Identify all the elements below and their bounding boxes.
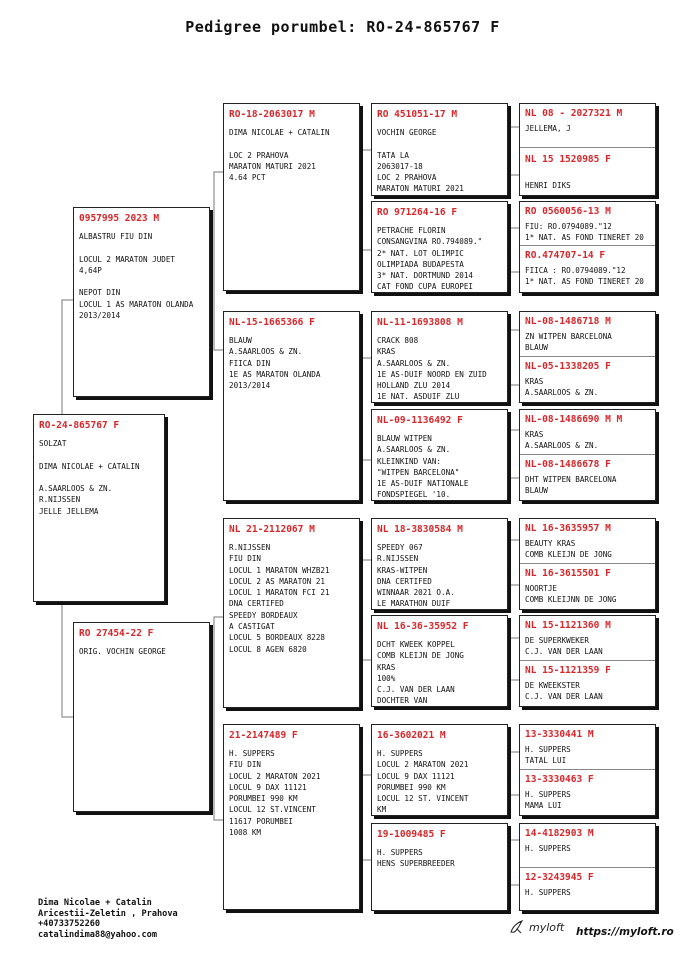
gggp-ring: NL-08-1486678 F [525,459,611,470]
grandparent-line: A CASTIGAT [229,622,275,632]
great-grandparent-line: HOLLAND ZLU 2014 [377,381,451,391]
gggp-line [525,169,650,180]
gggp-line: DE SUPERKWEKER [525,636,590,645]
great-grandparent-line: 100% [377,673,396,683]
gggp-line: MAMA LUI [525,801,562,811]
gggp-line: FIU: RO.0794089."12 [525,222,612,231]
grandparent-card[interactable] [223,724,360,910]
subject-ring: RO-24-865767 F [39,420,120,431]
great-grandparent-line: TATA LA [377,150,410,160]
gggp-pair-card[interactable] [519,311,656,403]
logo-text: myloft [529,920,565,934]
dam-ring: RO 27454-22 F [79,628,154,639]
gggp-entry[interactable] [520,357,655,403]
gggp-pair-card[interactable] [519,518,656,610]
great-grandparent-line: C.J. VAN DER LAAN [377,685,455,695]
page-title: Pedigree porumbel: RO-24-865767 F [185,18,500,36]
owner-phone: +40733752260 [38,919,101,930]
gggp-line: H. SUPPERS [525,790,571,799]
gggp-line: COMB KLEIJN DE JONG [525,550,612,560]
gggp-ring: NL-08-1486718 M [525,316,611,327]
owner-location: Aricestii-Zeletin , Prahova [38,908,178,919]
gggp-entry[interactable] [520,104,655,134]
gggp-line: C.J. VAN DER LAAN [525,647,603,657]
gggp-entry[interactable] [520,455,655,501]
grandparent-card[interactable] [223,311,360,501]
great-grandparent-line: COMB KLEIJN DE JONG [377,651,464,661]
owner-contact [38,898,178,940]
gggp-entry[interactable] [520,410,655,453]
gggp-entry[interactable] [520,868,655,898]
gggp-ring: 13-3330463 F [525,774,594,785]
gggp-line: FIICA : RO.0794089."12 [525,266,626,275]
great-grandparent-ring: RO 971264-16 F [377,207,458,218]
grandparent-line: LOCUL 1 MARATON FCI 21 [229,588,330,598]
great-grandparent-line: H. SUPPERS [377,749,423,758]
sire-line [79,276,204,287]
great-grandparent-line: H. SUPPERS [377,848,423,857]
great-grandparent-line: 2063017-18 [377,161,423,171]
grandparent-line: R.NIJSSEN [229,543,271,552]
grandparent-line: BLAUW [229,336,252,345]
grandparent-ring: 21-2147489 F [229,730,298,741]
great-grandparent-line: LOCUL 2 MARATON 2021 [377,760,469,770]
gggp-entry[interactable] [520,616,655,659]
great-grandparent-card[interactable] [371,311,508,403]
grandparent-line: LOCUL 1 MARATON WHZB21 [229,565,330,575]
great-grandparent-card[interactable] [371,518,508,610]
sire-line: 4,64P [79,265,102,275]
great-grandparent-line: HENS SUPERBREEDER [377,859,455,869]
gggp-ring: 12-3243945 F [525,872,594,883]
subject-line: JELLE JELLEMA [39,506,99,516]
grandparent-line [229,138,354,149]
great-grandparent-card[interactable] [371,103,508,196]
dam-card[interactable] [73,622,210,812]
great-grandparent-line: PETRACHE FLORIN [377,226,446,235]
gggp-pair-card[interactable] [519,103,656,196]
grandparent-line: LOC 2 PRAHOVA [229,150,289,160]
gggp-line: H. SUPPERS [525,888,571,897]
great-grandparent-line: LE MARATHON DUIF [377,599,451,609]
gggp-ring: NL 15-1121359 F [525,665,611,676]
gggp-line: BEAUTY KRAS [525,539,576,548]
great-grandparent-card[interactable] [371,823,508,911]
gggp-entry[interactable] [520,770,655,816]
great-grandparent-line: LOC 2 PRAHOVA [377,173,437,183]
grandparent-card[interactable] [223,103,360,291]
gggp-entry[interactable] [520,150,655,192]
great-grandparent-ring: 16-3602021 M [377,730,446,741]
gggp-line: TATAL LUI [525,756,567,766]
subject-line: SOLZAT [39,439,67,448]
great-grandparent-ring: RO 451051-17 M [377,109,458,120]
grandparent-line: FIU DIN [229,554,262,564]
gggp-ring: RO.474707-14 F [525,250,606,261]
gggp-line: 1* NAT. AS FOND TINERET 20 [525,233,644,243]
gggp-entry[interactable] [520,519,655,562]
gggp-line: DE KWEEKSTER [525,681,580,690]
grandparent-ring: RO-18-2063017 M [229,109,315,120]
gggp-line: KRAS [525,377,544,386]
great-grandparent-line: DNA CERTIFED [377,576,432,586]
grandparent-line: LOCUL 5 BORDEAUX 8228 [229,633,326,643]
grandparent-line: LOCUL 12 ST.VINCENT [229,805,316,815]
gggp-entry[interactable] [520,312,655,355]
gggp-ring: NL-05-1338205 F [525,361,611,372]
grandparent-line: DIMA NICOLAE + CATALIN [229,128,330,137]
great-grandparent-card[interactable] [371,615,508,707]
great-grandparent-line: OLIMPIADA BUDAPESTA [377,259,464,269]
gggp-ring: NL-08-1486690 M M [525,414,623,425]
subject-line: R.NIJSSEN [39,495,81,505]
great-grandparent-line [377,138,502,149]
great-grandparent-line: A.SAARLOOS & ZN. [377,358,451,368]
gggp-pair-card[interactable] [519,409,656,501]
great-grandparent-ring: 19-1009485 F [377,829,446,840]
grandparent-line: DNA CERTIFED [229,599,284,609]
gggp-ring: NL 16-3635957 M [525,523,611,534]
great-grandparent-line: MARATON MATURI 2021 [377,184,464,194]
grandparent-line: LOCUL 9 DAX 11121 [229,782,307,792]
gggp-entry[interactable] [520,202,655,245]
gggp-line: BLAUW [525,343,548,353]
pigeon-icon [508,918,526,936]
gggp-line: JELLEMA, J [525,124,571,133]
great-grandparent-line: R.NIJSSEN [377,554,419,564]
grandparent-line: LOCUL 8 AGEN 6820 [229,644,307,654]
subject-line [39,449,159,460]
grandparent-line: LOCUL 2 AS MARATON 21 [229,576,326,586]
great-grandparent-line: 1E AS-DUIF NOORD EN ZUID [377,369,487,379]
grandparent-line: FIICA DIN [229,358,271,368]
myloft-logo [508,918,564,936]
gggp-ring: NL 15 1520985 F [525,154,611,165]
grandparent-line: PORUMBEI 990 KM [229,794,298,804]
great-grandparent-line: 1E NAT. ASDUIF ZLU [377,392,460,402]
grandparent-line: 1008 KM [229,828,262,838]
gggp-divider [520,147,655,148]
great-grandparent-line: PORUMBEI 990 KM [377,782,446,792]
gggp-line: COMB KLEIJNN DE JONG [525,595,617,605]
sire-card[interactable] [73,207,210,397]
great-grandparent-ring: NL 18-3830584 M [377,524,463,535]
gggp-line: KRAS [525,430,544,439]
great-grandparent-ring: NL 16-36-35952 F [377,621,469,632]
gggp-line: DHT WITPEN BARCELONA [525,475,617,484]
sire-line: ALBASTRU FIU DIN [79,232,153,241]
grandparent-line: 1E AS MARATON OLANDA [229,369,321,379]
great-grandparent-line: DCHT KWEEK KOPPEL [377,640,455,649]
great-grandparent-line: SPEEDY 067 [377,543,423,552]
website-link[interactable]: https://myloft.ro [576,926,674,938]
grandparent-line: 4.64 PCT [229,173,266,183]
owner-email[interactable]: catalindima88@yahoo.com [38,929,157,940]
grandparent-line: MARATON MATURI 2021 [229,161,316,171]
great-grandparent-line: WINNAAR 2021 O.A. [377,588,455,598]
gggp-ring: NL 15-1121360 M [525,620,611,631]
grandparent-line: LOCUL 2 MARATON 2021 [229,771,321,781]
subject-card[interactable] [33,414,165,602]
great-grandparent-line: KRAS [377,347,396,357]
gggp-line: H. SUPPERS [525,844,571,853]
gggp-line: ZN WITPEN BARCELONA [525,332,612,341]
great-grandparent-line: KRAS [377,662,396,672]
great-grandparent-line: 2* NAT. LOT OLIMPIC [377,248,464,258]
gggp-line: BLAUW [525,486,548,496]
great-grandparent-line: LOCUL 9 DAX 11121 [377,771,455,781]
sire-line: LOCUL 2 MARATON JUDET [79,254,176,264]
subject-line: A.SAARLOOS & ZN. [39,484,113,494]
gggp-pair-card[interactable] [519,615,656,707]
great-grandparent-line: KRAS-WITPEN [377,565,428,575]
gggp-line: 1* NAT. AS FOND TINERET 20 [525,277,644,287]
grandparent-line: SPEEDY BORDEAUX [229,610,298,620]
gggp-entry[interactable] [520,564,655,610]
sire-line [79,242,204,253]
great-grandparent-line: VOCHIN GEORGE [377,128,437,137]
great-grandparent-line: CAT FOND CUPA EUROPEI [377,282,474,292]
gggp-line: A.SAARLOOS & ZN. [525,388,599,398]
gggp-entry[interactable] [520,246,655,288]
sire-line: LOCUL 1 AS MARATON OLANDA [79,299,194,309]
grandparent-line: H. SUPPERS [229,749,275,758]
sire-line: 2013/2014 [79,311,121,321]
sire-line: NEPOT DIN [79,288,121,298]
great-grandparent-ring: NL-11-1693808 M [377,317,463,328]
great-grandparent-ring: NL-09-1136492 F [377,415,463,426]
gggp-line: C.J. VAN DER LAAN [525,692,603,702]
great-grandparent-card[interactable] [371,409,508,501]
gggp-entry[interactable] [520,725,655,768]
great-grandparent-line: 1E AS-DUIF NATIONALE [377,479,469,489]
grandparent-line: 11617 PORUMBEI [229,816,294,826]
grandparent-ring: NL-15-1665366 F [229,317,315,328]
gggp-entry[interactable] [520,824,655,867]
gggp-line: HENRI DIKS [525,181,571,191]
gggp-entry[interactable] [520,661,655,707]
grandparent-ring: NL 21-2112067 M [229,524,315,535]
great-grandparent-card[interactable] [371,724,508,816]
subject-line [39,472,159,483]
great-grandparent-line: CRACK 808 [377,336,419,345]
great-grandparent-line: KLEINKIND VAN: [377,456,442,466]
gggp-line: A.SAARLOOS & ZN. [525,441,599,451]
great-grandparent-line: 3* NAT. DORTMUND 2014 [377,271,474,281]
gggp-ring: 14-4182903 M [525,828,594,839]
grandparent-line: 2013/2014 [229,381,271,391]
grandparent-line: A.SAARLOOS & ZN. [229,347,303,357]
gggp-ring: 13-3330441 M [525,729,594,740]
great-grandparent-card[interactable] [371,201,508,293]
sire-ring: 0957995 2023 M [79,213,160,224]
dam-line: ORIG. VOCHIN GEORGE [79,647,166,656]
great-grandparent-line: A.SAARLOOS & ZN. [377,445,451,455]
subject-line: DIMA NICOLAE + CATALIN [39,461,140,471]
great-grandparent-line: "WITPEN BARCELONA" [377,467,460,477]
great-grandparent-line: FONDSPIEGEL '10. [377,490,451,500]
great-grandparent-line: BLAUW WITPEN [377,434,432,443]
great-grandparent-line: LOCUL 12 ST. VINCENT [377,794,469,804]
gggp-ring: RO 0560056-13 M [525,206,611,217]
grandparent-line: FIU DIN [229,760,262,770]
grandparent-card[interactable] [223,518,360,708]
gggp-ring: NL 16-3615501 F [525,568,611,579]
gggp-ring: NL 08 - 2027321 M [525,108,623,119]
gggp-line: H. SUPPERS [525,745,571,754]
gggp-line: NOORTJE [525,584,558,593]
gggp-pair-card[interactable] [519,201,656,293]
gggp-pair-card[interactable] [519,724,656,816]
great-grandparent-line: DOCHTER VAN [377,696,428,706]
great-grandparent-line: CONSANGVINA RO.794089." [377,237,483,247]
gggp-pair-card[interactable] [519,823,656,911]
great-grandparent-line: KM [377,805,387,815]
owner-name: Dima Nicolae + Catalin [38,898,152,908]
